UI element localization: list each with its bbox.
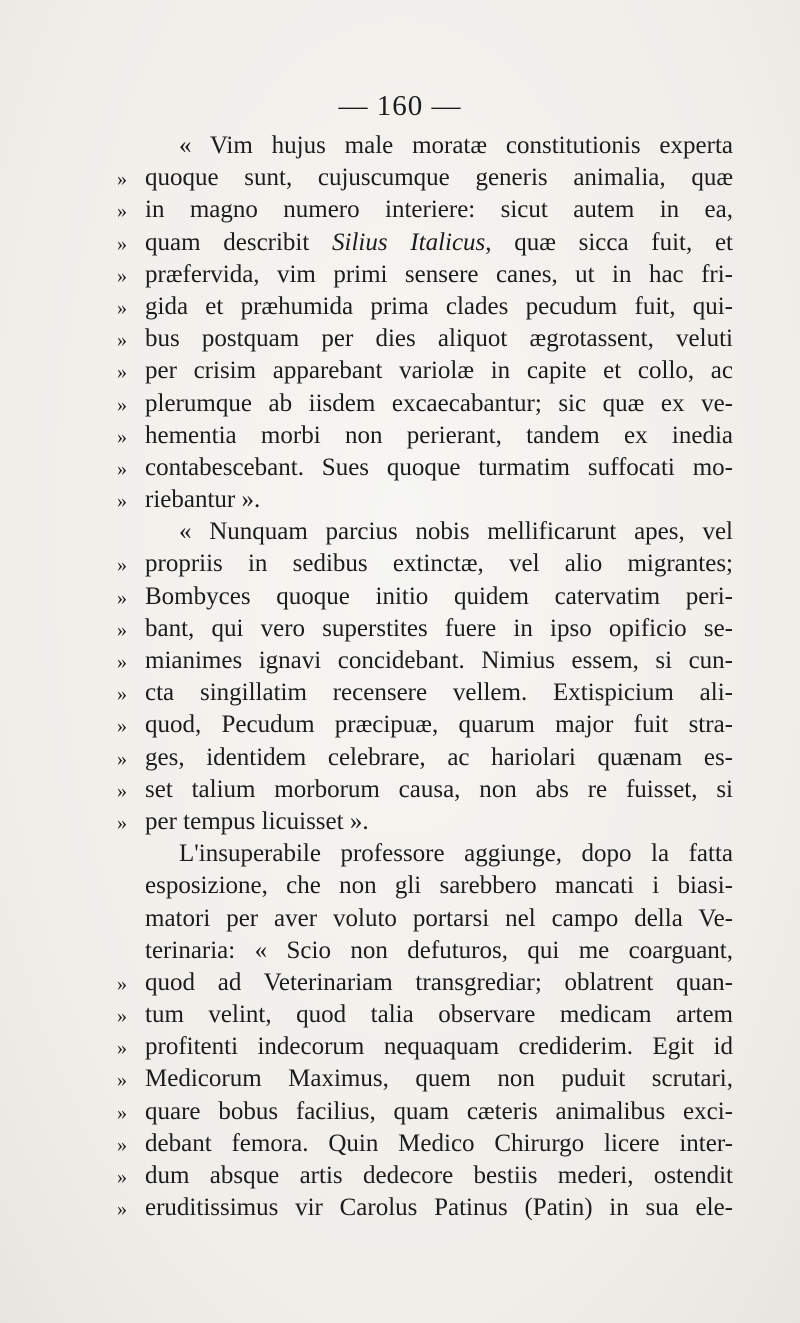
text-line bbox=[117, 1031, 733, 1063]
text-line bbox=[117, 259, 733, 291]
line-text: ges, identidem celebrare, ac hariolari quænam es- bbox=[145, 743, 733, 771]
line-text: quod, Pecudum præcipuæ, quarum major fuit stra- bbox=[145, 711, 733, 739]
text-line bbox=[117, 227, 733, 259]
line-text: præfervida, vim primi sensere canes, ut in hac fri- bbox=[145, 260, 733, 288]
line-text: profitenti indecorum nequaquam crediderim. Egit id bbox=[145, 1033, 733, 1061]
text-line bbox=[145, 130, 733, 162]
text-line bbox=[117, 613, 733, 645]
line-text: matori per aver voluto portarsi nel campo della Ve- bbox=[145, 904, 733, 932]
line-text: contabescebant. Sues quoque turmatim suffocati mo- bbox=[145, 453, 733, 481]
text-line bbox=[145, 516, 733, 548]
text-line bbox=[145, 838, 733, 870]
text-line bbox=[117, 581, 733, 613]
quote-continuation-mark: » bbox=[117, 779, 127, 802]
quote-continuation-mark: » bbox=[117, 618, 127, 641]
quote-continuation-mark: » bbox=[117, 554, 127, 577]
line-text: debant femora. Quin Medico Chirurgo licere inter- bbox=[145, 1129, 733, 1157]
quote-continuation-mark: » bbox=[117, 811, 127, 834]
quote-continuation-mark: » bbox=[117, 715, 127, 738]
quote-continuation-mark: » bbox=[117, 972, 127, 995]
line-text: propriis in sedibus extinctæ, vel alio migrantes; bbox=[145, 550, 733, 578]
text-line bbox=[117, 999, 733, 1031]
line-text: cta singillatim recensere vellem. Extispicium ali- bbox=[145, 679, 733, 707]
quote-continuation-mark: » bbox=[117, 200, 127, 223]
line-text: terinaria: « Scio non defuturos, qui me coarguant, bbox=[145, 936, 733, 964]
quote-continuation-mark: » bbox=[117, 1101, 127, 1124]
text-line bbox=[117, 806, 733, 838]
text-line bbox=[117, 967, 733, 999]
quote-continuation-mark: » bbox=[117, 393, 127, 416]
quote-continuation-mark: » bbox=[117, 651, 127, 673]
quote-continuation-mark: » bbox=[117, 1198, 127, 1221]
text-line bbox=[117, 1160, 733, 1192]
line-text: quam describit Silius Italicus, quæ sicca fuit, et bbox=[145, 228, 733, 256]
line-text: per crisim apparebant variolæ in capite et collo, ac bbox=[145, 357, 733, 385]
text-line bbox=[117, 162, 733, 194]
line-text: L'insuperabile professore aggiunge, dopo la fatta bbox=[179, 840, 733, 868]
text-line bbox=[117, 291, 733, 323]
page-number: — 160 — bbox=[338, 90, 462, 122]
line-text: hementia morbi non perierant, tandem ex inedia bbox=[145, 421, 733, 449]
line-text: quoque sunt, cujuscumque generis animalia, quæ bbox=[145, 164, 733, 192]
quote-continuation-mark: » bbox=[117, 329, 127, 352]
line-text: « Nunquam parcius nobis mellificarunt apes, vel bbox=[179, 518, 733, 546]
text-line bbox=[117, 1063, 733, 1095]
quote-continuation-mark: » bbox=[117, 683, 127, 706]
text-line bbox=[117, 420, 733, 452]
text-line bbox=[117, 645, 733, 677]
quote-continuation-mark: » bbox=[117, 425, 127, 448]
text-line bbox=[117, 1192, 733, 1224]
text-line bbox=[117, 388, 733, 420]
line-text: bant, qui vero superstites fuere in ipso opificio se- bbox=[145, 614, 733, 642]
quote-continuation-mark: » bbox=[117, 747, 127, 770]
line-text: quod ad Veterinariam transgrediar; oblatrent quan- bbox=[145, 968, 733, 996]
line-text: plerumque ab iisdem excaecabantur; sic quæ ex ve- bbox=[145, 389, 733, 417]
text-line bbox=[117, 355, 733, 387]
line-text: « Vim hujus male moratæ constitutionis experta bbox=[179, 132, 733, 159]
line-text: Bombyces quoque initio quidem catervatim peri- bbox=[145, 582, 733, 610]
quote-continuation-mark: » bbox=[117, 490, 127, 513]
line-text: riebantur ». bbox=[145, 486, 261, 514]
quote-continuation-mark: » bbox=[117, 1005, 127, 1028]
quote-continuation-mark: » bbox=[117, 1133, 127, 1156]
line-text: tum velint, quod talia observare medicam artem bbox=[145, 1001, 733, 1029]
quote-continuation-mark: » bbox=[117, 1166, 127, 1188]
body-text bbox=[117, 130, 733, 1224]
line-text: in magno numero interiere: sicut autem in ea, bbox=[145, 196, 733, 224]
text-line bbox=[117, 742, 733, 774]
text-line bbox=[117, 548, 733, 580]
quote-continuation-mark: » bbox=[117, 361, 127, 384]
line-text: mianimes ignavi concidebant. Nimius essem, si cun- bbox=[145, 647, 733, 674]
line-text: gida et præhumida prima clades pecudum fuit, qui- bbox=[145, 292, 733, 320]
line-text: quare bobus facilius, quam cæteris animalibus exci- bbox=[145, 1097, 733, 1125]
line-text: eruditissimus vir Carolus Patinus (Patin) in sua ele- bbox=[145, 1194, 733, 1222]
italic-name: Silius Italicus bbox=[332, 228, 486, 256]
quote-continuation-mark: » bbox=[117, 264, 127, 287]
line-text: dum absque artis dedecore bestiis mederi, ostendit bbox=[145, 1162, 733, 1189]
text-line bbox=[145, 903, 733, 935]
text-line bbox=[117, 677, 733, 709]
line-text: set talium morborum causa, non abs re fuisset, si bbox=[145, 775, 733, 803]
text-line bbox=[145, 935, 733, 967]
quote-continuation-mark: » bbox=[117, 296, 127, 319]
line-text: per tempus licuisset ». bbox=[145, 807, 369, 835]
text-line bbox=[117, 774, 733, 806]
quote-continuation-mark: » bbox=[117, 457, 127, 480]
text-line bbox=[117, 1128, 733, 1160]
text-line bbox=[117, 194, 733, 226]
text-line bbox=[117, 484, 733, 516]
quote-continuation-mark: » bbox=[117, 168, 127, 191]
quote-continuation-mark: » bbox=[117, 1069, 127, 1092]
text-line bbox=[117, 452, 733, 484]
line-text: Medicorum Maximus, quem non puduit scrutari, bbox=[145, 1065, 733, 1093]
text-line bbox=[117, 323, 733, 355]
line-text: bus postquam per dies aliquot ægrotassent, veluti bbox=[145, 325, 733, 353]
quote-continuation-mark: » bbox=[117, 586, 127, 609]
text-line bbox=[117, 1096, 733, 1128]
line-text: esposizione, che non gli sarebbero mancati i biasi- bbox=[145, 872, 733, 900]
text-line bbox=[117, 709, 733, 741]
quote-continuation-mark: » bbox=[117, 1037, 127, 1060]
quote-continuation-mark: » bbox=[117, 232, 127, 255]
text-line bbox=[145, 870, 733, 902]
